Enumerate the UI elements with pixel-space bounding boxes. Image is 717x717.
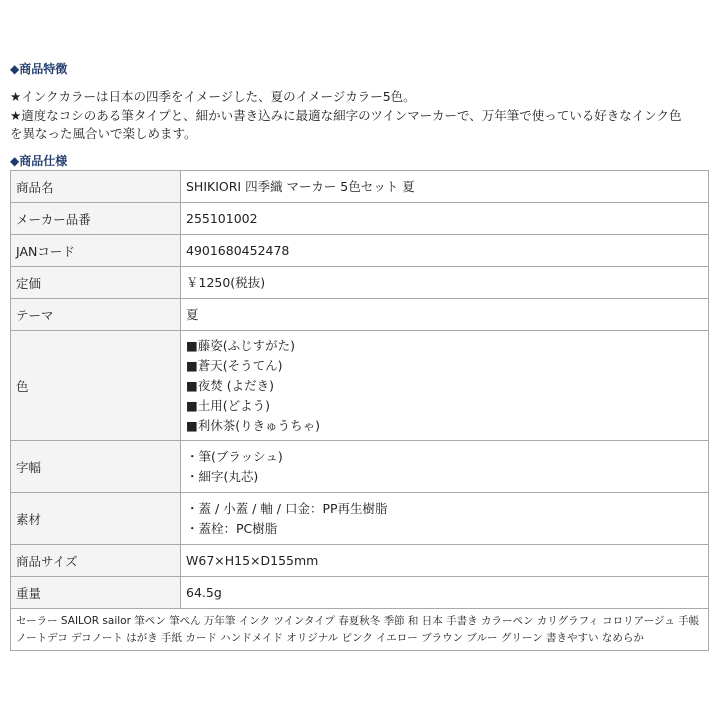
- material-item: ・蓋栓：PC樹脂: [186, 520, 278, 536]
- spec-table: [10, 170, 709, 651]
- spec-row-colors: [11, 331, 709, 441]
- spec-row-size: [11, 545, 709, 577]
- spec-value: [181, 203, 709, 235]
- spec-value: [181, 267, 709, 299]
- feature-line: を異なった風合いで楽しめます。: [10, 126, 197, 141]
- spec-label: 素材: [11, 493, 181, 545]
- spec-row-price: [11, 267, 709, 299]
- spec-label: JANコード: [11, 235, 181, 267]
- spec-row-tip-width: [11, 441, 709, 493]
- spec-row-tags: [11, 609, 709, 651]
- spec-row-theme: [11, 299, 709, 331]
- material-item: ・蓋 / 小蓋 / 軸 / 口金：PP再生樹脂: [186, 500, 388, 516]
- color-item: ■夜焚 (よだき): [186, 377, 275, 393]
- spec-row-weight: [11, 577, 709, 609]
- spec-row-material: [11, 493, 709, 545]
- spec-value: [181, 235, 709, 267]
- spec-value: [181, 577, 709, 609]
- tip-item: ・筆(ブラッシュ): [186, 448, 283, 464]
- feature-line: ★インクカラーは日本の四季をイメージした、夏のイメージカラー5色。: [10, 89, 416, 104]
- spec-value: [181, 441, 709, 493]
- spec-value-line: 255101002: [186, 210, 258, 226]
- spec-label: 商品名: [11, 171, 181, 203]
- search-tags: セーラー SAILOR sailor 筆ペン 筆ぺん 万年筆 インク ツインタイプ 春夏秋冬 季節 和 日本 手書き カラーペン カリグラフィ コロリアージュ 手帳 ノートデコ デコノート はがき 手紙 カード ハンドメイド オリジナル ピンク イエロー ブラウン ブルー グリーン 書きやすい なめらか: [11, 609, 709, 651]
- specs-heading: ◆商品仕様: [10, 154, 68, 168]
- spec-label: テーマ: [11, 299, 181, 331]
- feature-line: ★適度なコシのある筆タイプと、細かい書き込みに最適な細字のツインマーカーで、万年筆で使っている好きなインク色: [10, 108, 682, 123]
- spec-value: [181, 331, 709, 441]
- spec-row-product-name: [11, 171, 709, 203]
- spec-value: [181, 493, 709, 545]
- spec-value: [181, 171, 709, 203]
- spec-label: 字幅: [11, 441, 181, 493]
- spec-value: [181, 545, 709, 577]
- spec-value-line: 夏: [186, 306, 199, 322]
- spec-label: メーカー品番: [11, 203, 181, 235]
- spec-row-maker-code: [11, 203, 709, 235]
- spec-row-jan-code: [11, 235, 709, 267]
- color-item: ■土用(どよう): [186, 397, 271, 413]
- spec-value-line: 64.5g: [186, 584, 222, 600]
- features-heading: ◆商品特徴: [10, 62, 68, 76]
- spec-label: 定価: [11, 267, 181, 299]
- spec-value-line: W67×H15×D155mm: [186, 552, 319, 568]
- spec-label: 色: [11, 331, 181, 441]
- spec-value-line: 4901680452478: [186, 242, 290, 258]
- color-item: ■藤姿(ふじすがた): [186, 337, 296, 353]
- spec-label: 商品サイズ: [11, 545, 181, 577]
- spec-label: 重量: [11, 577, 181, 609]
- spec-value: [181, 299, 709, 331]
- spec-value-line: SHIKIORI 四季織 マーカー 5色セット 夏: [186, 178, 415, 194]
- color-item: ■蒼天(そうてん): [186, 357, 283, 373]
- tip-item: ・細字(丸芯): [186, 468, 259, 484]
- spec-value-line: ￥1250(税抜): [186, 274, 266, 290]
- color-item: ■利休茶(りきゅうちゃ): [186, 417, 321, 433]
